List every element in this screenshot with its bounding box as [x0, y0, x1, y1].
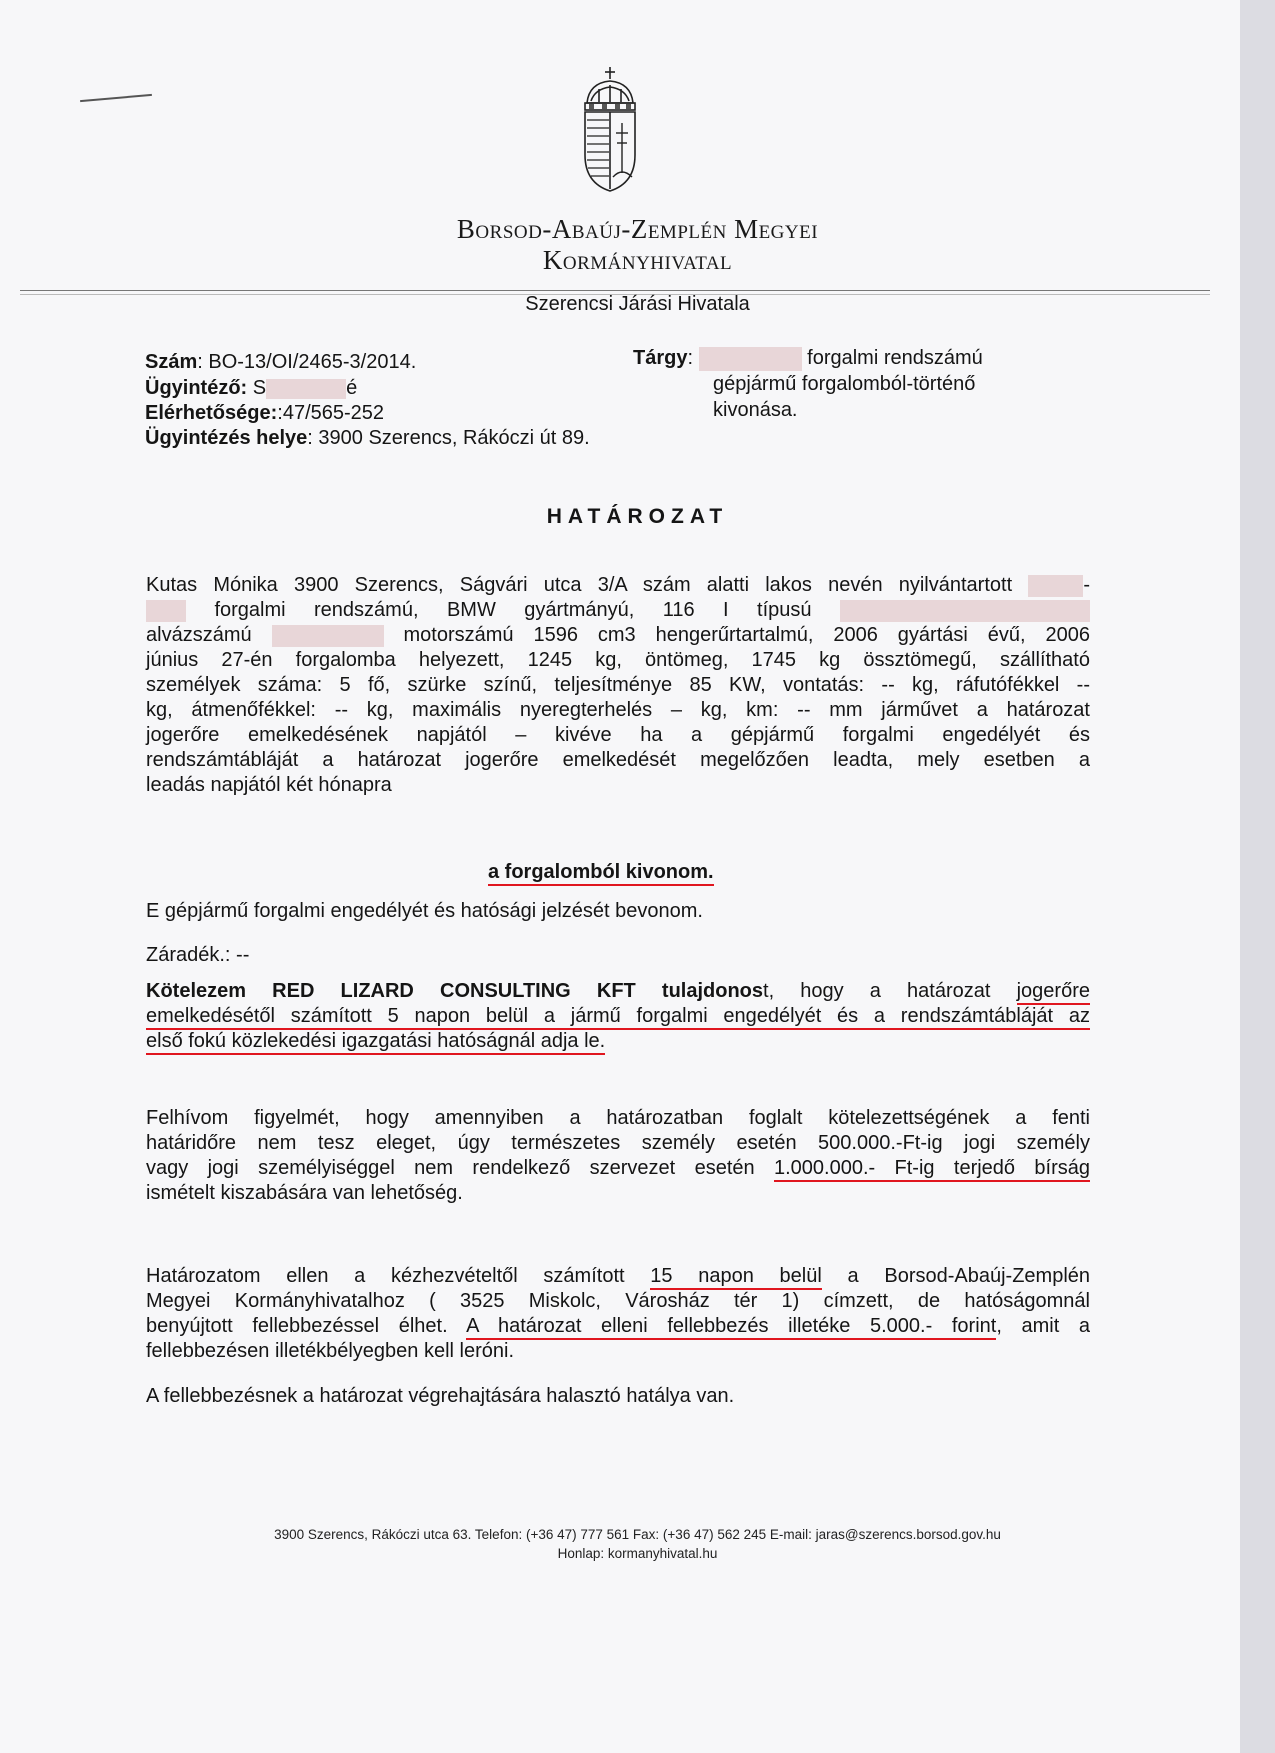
hungarian-coat-of-arms-icon	[575, 65, 645, 195]
redaction	[1028, 575, 1083, 597]
office-name-line1: Borsod-Abaúj-Zemplén Megyei	[456, 214, 819, 244]
redaction	[272, 625, 384, 647]
hat-line3	[146, 1314, 1090, 1339]
ugyintezo-value-a: S	[252, 377, 267, 399]
subject-text-line1: forgalmi rendszámú	[807, 347, 983, 369]
fel-underline: 1.000.000.- Ft-ig terjedő bírság	[774, 1157, 1090, 1182]
hat-line1	[146, 1264, 1090, 1289]
szam-value: : BO-13/OI/2465-3/2014.	[197, 351, 417, 373]
kot-bold: Kötelezem RED LIZARD CONSULTING KFT tulajdonos	[146, 980, 764, 1002]
redaction	[840, 600, 1090, 622]
hat-underline: 15 napon belül	[650, 1265, 822, 1290]
fel-line2: határidőre nem tesz eleget, úgy természetes személy esetén 500.000.-Ft-ig jogi személy	[146, 1132, 1090, 1154]
hat-text: , amit a	[996, 1315, 1091, 1337]
p1-line5: személyek száma: 5 fő, szürke színű, teljesítménye 85 KW, vontatás: -- kg, ráfutófékkel --	[146, 674, 1090, 696]
subject-line3: kivonása.	[713, 399, 798, 421]
case-officer	[145, 376, 357, 401]
p1-dash: -	[1083, 574, 1090, 596]
p1-line6: kg, átmenőfékkel: -- kg, maximális nyeregterhelés – kg, km: -- mm járművet a határozat	[146, 699, 1090, 721]
hat-text: Határozatom ellen a kézhezvételtől számított	[146, 1265, 625, 1287]
p1-line8: rendszámtábláját a határozat jogerőre emelkedését megelőzően leadta, mely esetben a	[146, 749, 1090, 771]
header-divider	[20, 290, 1210, 291]
redaction	[699, 347, 802, 371]
hat-text: a Borsod-Abaúj-Zemplén	[847, 1265, 1091, 1287]
footer-address: 3900 Szerencs, Rákóczi utca 63. Telefon: (+36 47) 777 561 Fax: (+36 47) 562 245 E-mail: jaras@szerencs.borsod.gov.hu	[274, 1527, 1001, 1542]
p1-line3	[146, 623, 1090, 648]
kivonom-text: a forgalomból kivonom.	[488, 861, 714, 886]
p1-text: alvázszámú	[146, 624, 252, 646]
szam-label: Szám	[145, 351, 198, 373]
suspensive-effect-line: A fellebbezésnek a határozat végrehajtására halasztó hatálya van.	[146, 1385, 735, 1407]
hat-line2: Megyei Kormányhivatalhoz ( 3525 Miskolc, Városház tér 1) címzett, de hatóságomnál	[146, 1290, 1090, 1312]
p1-text: motorszámú 1596 cm3 hengerűrtartalmú, 2006 gyártási évű, 2006	[403, 624, 1090, 646]
contact	[145, 401, 384, 426]
targy-label: Tárgy	[633, 347, 688, 369]
kot-line3	[146, 1029, 1090, 1054]
kot-line2	[146, 1004, 1090, 1029]
ugyintezo-value-b: é	[346, 377, 358, 399]
p1-text: Kutas Mónika 3900 Szerencs, Ságvári utca 3/A szám alatti lakos nevén nyilvántartott	[146, 574, 1013, 596]
fel-text: vagy jogi személyiséggel nem rendelkező szervezet esetén	[146, 1157, 755, 1179]
document-title: HATÁROZAT	[546, 505, 729, 528]
fine-paragraph	[146, 1106, 1090, 1206]
fel-line4: ismételt kiszabására van lehetőség.	[146, 1182, 463, 1204]
p1-line4: június 27-én forgalomba helyezett, 1245 kg, öntömeg, 1745 kg össztömegű, szállítható	[146, 649, 1090, 671]
hat-line4: fellebbezésen illetékbélyegben kell leróni.	[146, 1340, 515, 1362]
targy-colon: :	[687, 347, 694, 369]
subject-line1	[633, 346, 983, 371]
case-location	[145, 426, 590, 451]
appeal-paragraph	[146, 1264, 1090, 1364]
p1-line2	[146, 598, 1090, 623]
helye-value: : 3900 Szerencs, Rákóczi út 89.	[307, 427, 590, 449]
hat-text: benyújtott fellebbezéssel élhet.	[146, 1315, 448, 1337]
kivonom-line	[488, 860, 714, 885]
ugyintezo-label: Ügyintéző:	[145, 377, 248, 399]
elerhetoseg-value: :47/565-252	[277, 402, 385, 424]
zaradek-line: Záradék.: --	[146, 944, 250, 966]
p1-text: forgalmi rendszámú, BMW gyártmányú, 116 I típusú	[214, 599, 812, 621]
redaction	[266, 379, 346, 399]
elerhetoseg-label: Elérhetősége:	[145, 402, 278, 424]
hat-underline: A határozat elleni fellebbezés illetéke 5.000.- forint	[466, 1315, 996, 1340]
p1-line7: jogerőre emelkedésének napjától – kivéve ha a gépjármű forgalmi engedélyét és	[146, 724, 1090, 746]
fel-line3	[146, 1156, 1090, 1181]
kot-text: t, hogy a határozat	[763, 980, 991, 1002]
footer-website: Honlap: kormanyhivatal.hu	[557, 1546, 718, 1561]
subject-line2: gépjármű forgalomból-történő	[713, 373, 976, 395]
kot-underline: jogerőre	[1017, 980, 1090, 1005]
kot-underline: emelkedésétől számított 5 napon belül a jármű forgalmi engedélyét és a rendszámtábláját az	[146, 1005, 1090, 1030]
kot-underline: első fokú közlekedési igazgatási hatóságnál adja le.	[146, 1030, 605, 1055]
sub-office-name: Szerencsi Járási Hivatala	[525, 293, 750, 315]
p1-line1	[146, 573, 1090, 598]
helye-label: Ügyintézés helye	[145, 427, 308, 449]
redaction	[146, 600, 186, 622]
fel-line1: Felhívom figyelmét, hogy amennyiben a határozatban foglalt kötelezettségének a fenti	[146, 1107, 1090, 1129]
decision-paragraph	[146, 573, 1090, 798]
kot-line1	[146, 979, 1090, 1004]
office-name-line2: Kormányhivatal	[542, 245, 733, 275]
bevonom-line: E gépjármű forgalmi engedélyét és hatósági jelzését bevonom.	[146, 900, 703, 922]
obligation-paragraph	[146, 979, 1090, 1054]
p1-line9: leadás napjától két hónapra	[146, 774, 392, 796]
reference-number	[145, 350, 416, 375]
